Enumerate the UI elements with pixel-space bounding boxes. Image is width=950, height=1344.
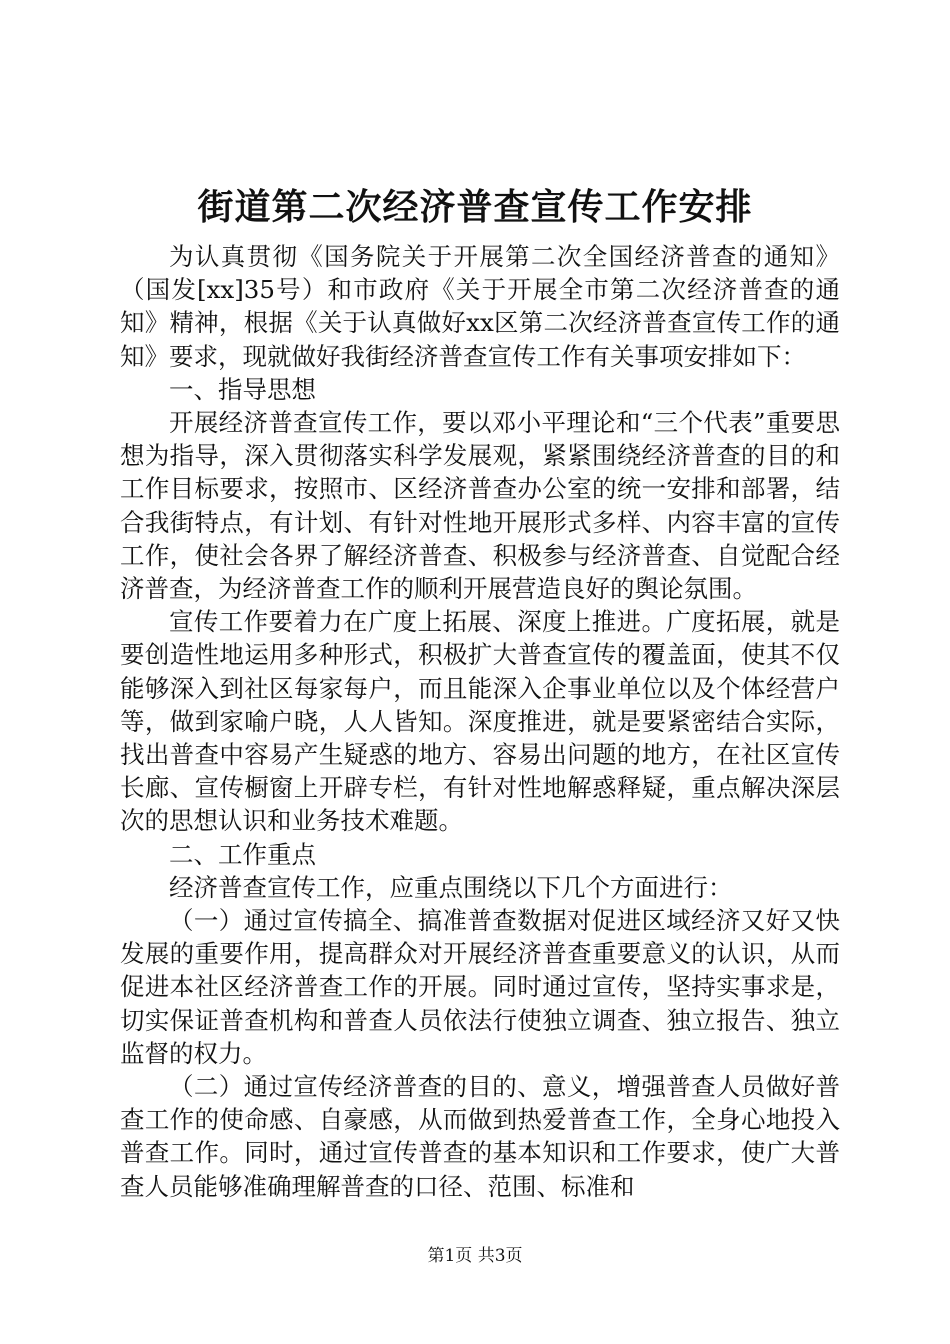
body-paragraph: 开展经济普查宣传工作，要以邓小平理论和“三个代表”重要思想为指导，深入贯彻落实科学发展观，紧紧围绕经济普查的目的和工作目标要求，按照市、区经济普查办公室的统一安排和部署，结合我街特点，有计划、有针对性地开展形式多样、内容丰富的宣传工作，使社会各界了解经济普查、积极参与经济普查、自觉配合经济普查，为经济普查工作的顺利开展营造良好的舆论氛围。 [120, 408, 840, 604]
section-heading-guiding-ideology: 一、指导思想 [169, 374, 316, 404]
body-paragraph: 经济普查宣传工作，应重点围绕以下几个方面进行： [169, 872, 733, 902]
intro-paragraph: 为认真贯彻《国务院关于开展第二次全国经济普查的通知》（国发[xx]35号）和市政府《关于开展全市第二次经济普查的通知》精神，根据《关于认真做好xx区第二次经济普查宣传工作的通知》要求，现就做好我街经济普查宣传工作有关事项安排如下： [120, 242, 840, 371]
page-footer: 第1页 共3页 [427, 1246, 523, 1266]
document-title: 街道第二次经济普查宣传工作安排 [197, 186, 753, 228]
section-heading-work-focus: 二、工作重点 [169, 839, 316, 869]
body-paragraph: （一）通过宣传搞全、搞准普查数据对促进区域经济又好又快发展的重要作用，提高群众对开展经济普查重要意义的认识，从而促进本社区经济普查工作的开展。同时通过宣传，坚持实事求是，切实保证普查机构和普查人员依法行使独立调查、独立报告、独立监督的权力。 [120, 906, 840, 1068]
document-body [120, 240, 840, 1203]
body-paragraph: 宣传工作要着力在广度上拓展、深度上推进。广度拓展，就是要创造性地运用多种形式，积极扩大普查宣传的覆盖面，使其不仅能够深入到社区每家每户，而且能深入企事业单位以及个体经营户等，做到家喻户晓，人人皆知。深度推进，就是要紧密结合实际，找出普查中容易产生疑惑的地方、容易出问题的地方，在社区宣传长廊、宣传橱窗上开辟专栏，有针对性地解惑释疑，重点解决深层次的思想认识和业务技术难题。 [120, 607, 840, 836]
body-paragraph: （二）通过宣传经济普查的目的、意义，增强普查人员做好普查工作的使命感、自豪感，从而做到热爱普查工作，全身心地投入普查工作。同时，通过宣传普查的基本知识和工作要求，使广大普查人员能够准确理解普查的口径、范围、标准和 [120, 1072, 840, 1201]
